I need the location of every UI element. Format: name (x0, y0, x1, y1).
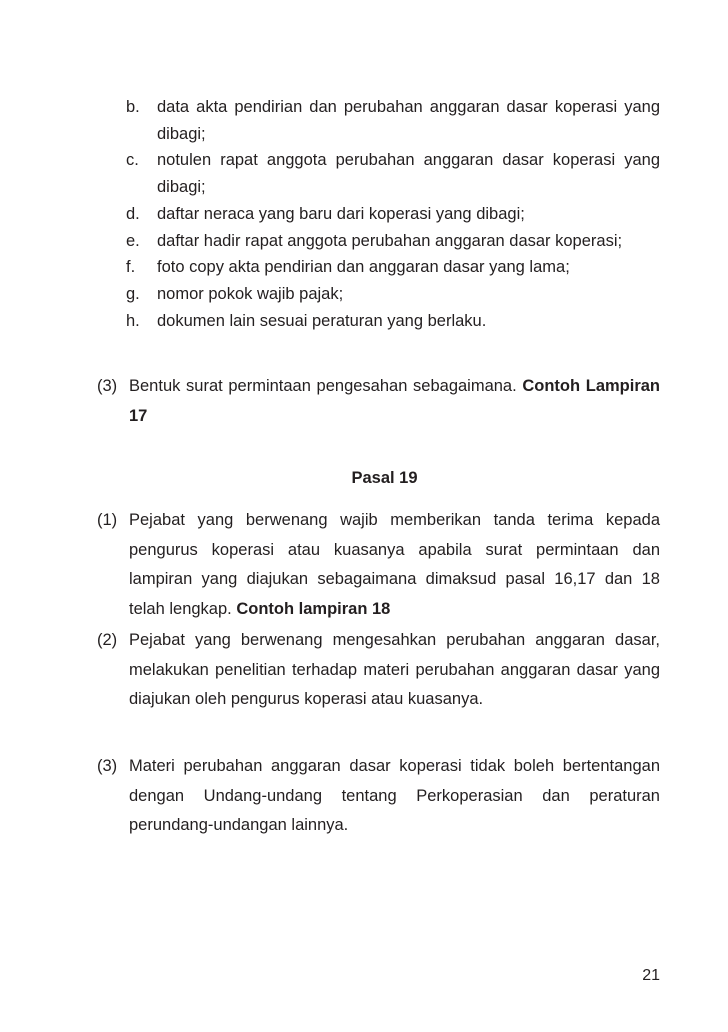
section-heading: Pasal 19 (351, 469, 418, 487)
item-number: (1) (97, 511, 118, 529)
list-item-letter: b. (126, 98, 140, 116)
item-number: (2) (97, 631, 118, 649)
list-item-text: nomor pokok wajib pajak; (157, 284, 344, 303)
item-text: Pejabat yang berwenang mengesahkan perubahan anggaran dasar, melakukan penelitian terhadap materi perubahan anggaran dasar yang diajukan oleh pengurus koperasi atau kuasanya. (129, 631, 660, 709)
numbered-item (97, 506, 660, 624)
numbered-item (97, 372, 660, 431)
example-reference: Contoh Lampiran 17 (129, 377, 661, 425)
requirements-sublist (126, 94, 660, 334)
item-text: Materi perubahan anggaran dasar koperasi tidak boleh bertentangan dengan Undang-undang tentang Perkoperasian dan peraturan perundang-undangan lainnya. (129, 757, 660, 835)
list-item-text: daftar hadir rapat anggota perubahan anggaran dasar koperasi; (157, 231, 623, 250)
list-item-text: notulen rapat anggota perubahan anggaran dasar koperasi yang dibagi; (157, 151, 660, 197)
page-number: 21 (642, 967, 660, 984)
item-number: (3) (97, 757, 118, 775)
item-body: Pejabat yang berwenang wajib memberikan tanda terima kepada pengurus koperasi atau kuasanya apabila surat permintaan dan lampiran yang diajukan sebagaimana dimaksud pasal 16,17 dan 18 telah lengkap. (129, 511, 660, 618)
item-number: (3) (97, 377, 118, 395)
list-item (126, 94, 660, 147)
list-item-letter: d. (126, 204, 140, 223)
list-item-letter: c. (126, 151, 139, 170)
numbered-item (97, 626, 660, 715)
list-item (126, 147, 660, 200)
item-text (129, 372, 660, 431)
numbered-item (97, 752, 660, 841)
list-item (126, 308, 660, 335)
list-item (126, 228, 660, 255)
list-item-letter: h. (126, 311, 140, 330)
pasal-19-clause-1 (97, 506, 660, 624)
list-item (126, 254, 660, 281)
pasal-19-clause-3 (97, 752, 660, 841)
list-item-letter: f. (126, 258, 136, 277)
list-item-text: daftar neraca yang baru dari koperasi yang dibagi; (157, 204, 525, 223)
list-item (126, 281, 660, 308)
list-item-text: foto copy akta pendirian dan anggaran dasar yang lama; (157, 258, 570, 277)
item-text (129, 506, 660, 624)
pasal-19-clause-2 (97, 626, 660, 715)
item-body: Bentuk surat permintaan pengesahan sebagaimana. (129, 377, 517, 395)
list-item-text: dokumen lain sesuai peraturan yang berlaku. (157, 311, 487, 330)
list-item-text: data akta pendirian dan perubahan anggaran dasar koperasi yang dibagi; (157, 98, 660, 143)
list-item (126, 201, 660, 228)
list-item-letter: g. (126, 284, 140, 303)
list-item-letter: e. (126, 231, 140, 250)
clause-3-submission-letter (97, 372, 660, 431)
example-reference: Contoh lampiran 18 (236, 599, 391, 618)
